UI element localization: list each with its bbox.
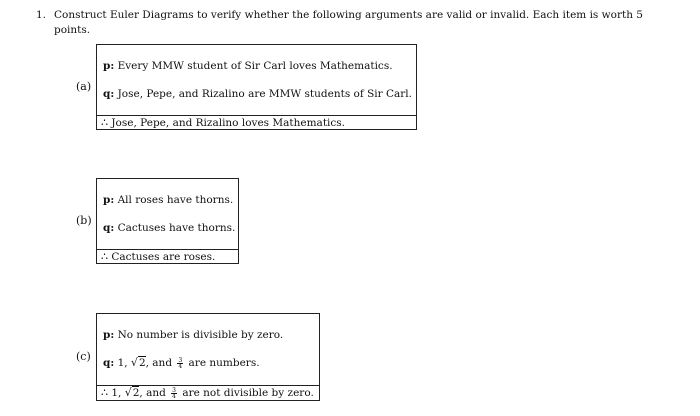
premise-q bbox=[103, 356, 260, 369]
p-text: Every MMW student of Sir Carl loves Mathematics. bbox=[117, 60, 393, 72]
conclusion-row bbox=[97, 115, 416, 129]
fraction-denominator: 4 bbox=[178, 362, 183, 370]
fraction-numerator: 3 bbox=[172, 386, 176, 394]
p-tag: p: bbox=[103, 194, 115, 206]
instruction-body: Construct Euler Diagrams to verify whether the following arguments are valid or invalid. Each item is worth 5 points. bbox=[54, 9, 643, 36]
p-text: No number is divisible by zero. bbox=[117, 329, 284, 341]
sqrt-expression: √2 bbox=[124, 386, 140, 399]
conclusion-prefix: 1, bbox=[111, 387, 125, 399]
premise-q bbox=[103, 222, 235, 234]
p-text: All roses have thorns. bbox=[117, 194, 234, 206]
q-tag: q: bbox=[103, 357, 115, 369]
therefore-symbol: ∴ bbox=[101, 250, 108, 263]
conclusion-text: Cactuses are roses. bbox=[111, 251, 216, 263]
question-number: 1. bbox=[36, 9, 47, 21]
premise-p bbox=[103, 60, 393, 72]
q-tag: q: bbox=[103, 222, 115, 234]
premise-p bbox=[103, 329, 283, 341]
conclusion-row bbox=[97, 249, 238, 263]
p-tag: p: bbox=[103, 329, 115, 341]
fraction bbox=[171, 388, 177, 399]
sqrt-radicand: 2 bbox=[132, 387, 140, 399]
fraction bbox=[177, 358, 183, 369]
item-label-c: (c) bbox=[76, 350, 91, 363]
conclusion-middle: , and bbox=[139, 387, 170, 399]
fraction-numerator: 3 bbox=[178, 356, 183, 364]
item-label-b: (b) bbox=[76, 214, 92, 227]
q-prefix: 1, bbox=[117, 357, 131, 369]
conclusion-text: Jose, Pepe, and Rizalino loves Mathematics. bbox=[111, 117, 346, 129]
item-label-a: (a) bbox=[76, 80, 92, 93]
sqrt-expression: √2 bbox=[130, 356, 146, 369]
premise-q bbox=[103, 88, 412, 100]
instruction-text bbox=[36, 8, 670, 38]
p-tag: p: bbox=[103, 60, 115, 72]
q-tag: q: bbox=[103, 88, 115, 100]
argument-box-b bbox=[96, 178, 239, 264]
q-text: Cactuses have thorns. bbox=[117, 222, 236, 234]
argument-box-a bbox=[96, 44, 417, 130]
premise-p bbox=[103, 194, 233, 206]
conclusion-suffix: are not divisible by zero. bbox=[179, 387, 314, 399]
conclusion-row bbox=[97, 385, 319, 400]
q-text: Jose, Pepe, and Rizalino are MMW students of Sir Carl. bbox=[117, 88, 413, 100]
q-middle: , and bbox=[145, 357, 176, 369]
therefore-symbol: ∴ bbox=[101, 116, 108, 129]
q-suffix: are numbers. bbox=[185, 357, 260, 369]
fraction-denominator: 4 bbox=[172, 392, 176, 400]
therefore-symbol: ∴ bbox=[101, 386, 108, 399]
argument-box-c bbox=[96, 313, 320, 401]
sqrt-radicand: 2 bbox=[138, 357, 146, 369]
